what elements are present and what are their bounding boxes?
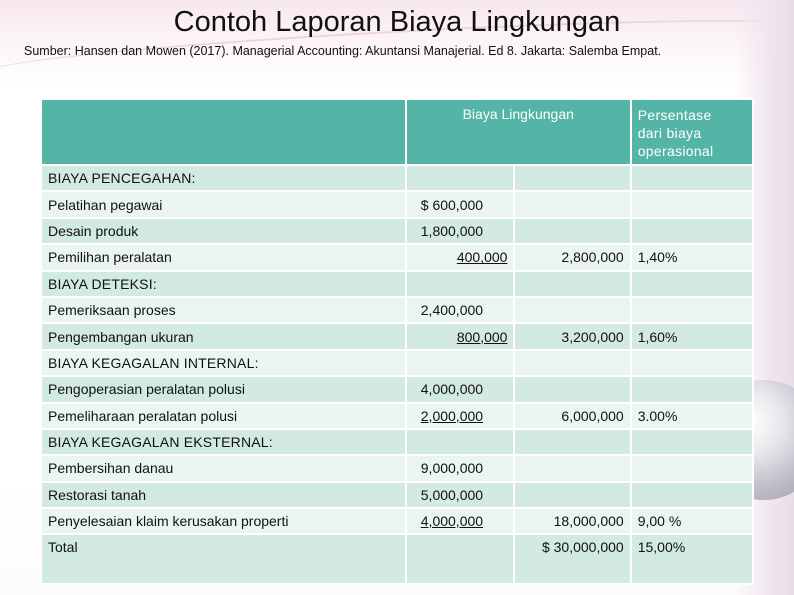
source-citation: Sumber: Hansen dan Mowen (2017). Managerial Accounting: Akuntansi Manajerial. Ed 8. Jakarta: Salemba Empat. bbox=[24, 44, 662, 58]
row-item-amount bbox=[406, 534, 515, 584]
table-row bbox=[41, 165, 753, 191]
row-subtotal: 6,000,000 bbox=[514, 403, 630, 429]
row-item-amount bbox=[406, 271, 515, 297]
table-row bbox=[41, 508, 753, 534]
row-percentage bbox=[631, 165, 753, 191]
row-label: BIAYA DETEKSI: bbox=[41, 271, 406, 297]
row-item-amount: $ 600,000 bbox=[406, 191, 515, 217]
row-label: Pembersihan danau bbox=[41, 455, 406, 481]
header-biaya-lingkungan: Biaya Lingkungan bbox=[406, 99, 631, 165]
row-subtotal: $ 30,000,000 bbox=[514, 534, 630, 584]
row-label: BIAYA KEGAGALAN EKSTERNAL: bbox=[41, 429, 406, 455]
row-percentage: 1,60% bbox=[631, 323, 753, 349]
row-percentage bbox=[631, 376, 753, 402]
row-subtotal bbox=[514, 297, 630, 323]
table-row-total bbox=[41, 534, 753, 584]
row-subtotal bbox=[514, 218, 630, 244]
row-subtotal bbox=[514, 429, 630, 455]
row-item-amount: 5,000,000 bbox=[406, 482, 515, 508]
row-label: Pengembangan ukuran bbox=[41, 323, 406, 349]
table-row bbox=[41, 403, 753, 429]
row-item-amount: 4,000,000 bbox=[406, 376, 515, 402]
table-row bbox=[41, 455, 753, 481]
row-subtotal bbox=[514, 271, 630, 297]
row-percentage bbox=[631, 191, 753, 217]
row-subtotal bbox=[514, 455, 630, 481]
table-row bbox=[41, 191, 753, 217]
row-item-amount bbox=[406, 165, 515, 191]
table-row bbox=[41, 429, 753, 455]
row-label: Pengoperasian peralatan polusi bbox=[41, 376, 406, 402]
row-percentage bbox=[631, 455, 753, 481]
row-item-amount bbox=[406, 350, 515, 376]
row-label: Desain produk bbox=[41, 218, 406, 244]
row-label: Pemilihan peralatan bbox=[41, 244, 406, 270]
row-subtotal: 3,200,000 bbox=[514, 323, 630, 349]
row-label: Total bbox=[41, 534, 406, 584]
row-item-amount: 2,000,000 bbox=[406, 403, 515, 429]
row-percentage: 3.00% bbox=[631, 403, 753, 429]
row-label: Pemeriksaan proses bbox=[41, 297, 406, 323]
row-percentage bbox=[631, 429, 753, 455]
row-percentage: 9,00 % bbox=[631, 508, 753, 534]
table-row bbox=[41, 244, 753, 270]
page-title: Contoh Laporan Biaya Lingkungan bbox=[173, 6, 621, 38]
table-row bbox=[41, 218, 753, 244]
row-subtotal bbox=[514, 165, 630, 191]
row-item-amount: 9,000,000 bbox=[406, 455, 515, 481]
row-item-amount: 400,000 bbox=[406, 244, 515, 270]
row-percentage bbox=[631, 218, 753, 244]
row-item-amount: 2,400,000 bbox=[406, 297, 515, 323]
table-row bbox=[41, 323, 753, 349]
table-row bbox=[41, 482, 753, 508]
row-subtotal bbox=[514, 350, 630, 376]
row-item-amount: 4,000,000 bbox=[406, 508, 515, 534]
row-subtotal bbox=[514, 482, 630, 508]
header-label-cell bbox=[41, 99, 406, 165]
row-subtotal: 2,800,000 bbox=[514, 244, 630, 270]
row-label: Penyelesaian klaim kerusakan properti bbox=[41, 508, 406, 534]
table-row bbox=[41, 376, 753, 402]
row-percentage bbox=[631, 482, 753, 508]
row-percentage: 15,00% bbox=[631, 534, 753, 584]
row-item-amount: 800,000 bbox=[406, 323, 515, 349]
table-row bbox=[41, 350, 753, 376]
row-item-amount bbox=[406, 429, 515, 455]
row-label: Restorasi tanah bbox=[41, 482, 406, 508]
row-item-amount: 1,800,000 bbox=[406, 218, 515, 244]
row-percentage bbox=[631, 271, 753, 297]
table-row bbox=[41, 271, 753, 297]
row-percentage bbox=[631, 297, 753, 323]
table-row bbox=[41, 297, 753, 323]
row-subtotal: 18,000,000 bbox=[514, 508, 630, 534]
row-label: Pelatihan pegawai bbox=[41, 191, 406, 217]
row-label: BIAYA PENCEGAHAN: bbox=[41, 165, 406, 191]
row-label: Pemeliharaan peralatan polusi bbox=[41, 403, 406, 429]
row-subtotal bbox=[514, 191, 630, 217]
table-header-row bbox=[41, 99, 753, 165]
environmental-cost-report-table bbox=[40, 98, 754, 585]
row-percentage bbox=[631, 350, 753, 376]
row-subtotal bbox=[514, 376, 630, 402]
row-percentage: 1,40% bbox=[631, 244, 753, 270]
row-label: BIAYA KEGAGALAN INTERNAL: bbox=[41, 350, 406, 376]
header-persentase: Persentase dari biaya operasional bbox=[631, 99, 753, 165]
